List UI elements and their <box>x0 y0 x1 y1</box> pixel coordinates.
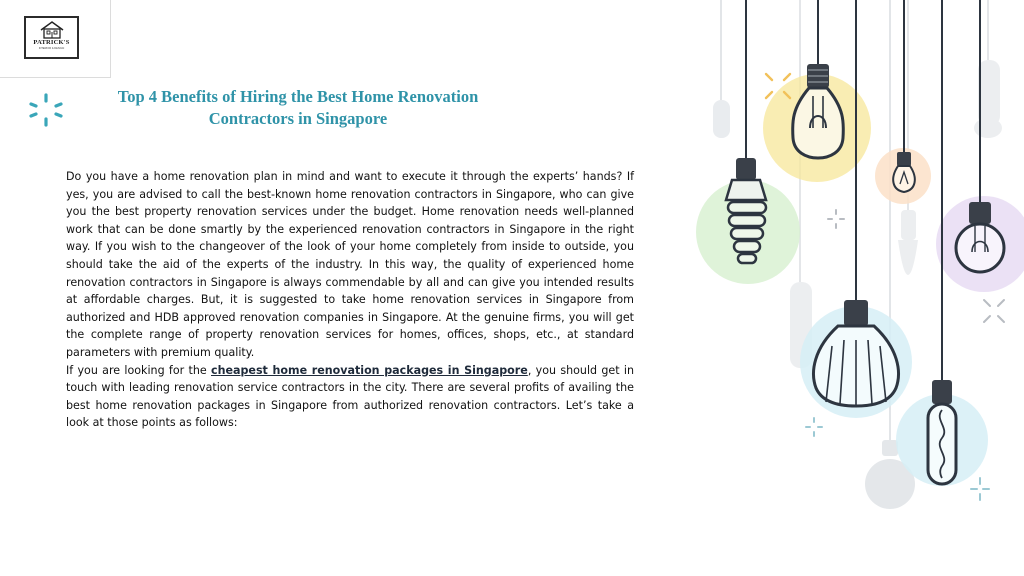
logo-tagline: INTERIOR & DESIGN <box>38 46 65 50</box>
purple-bulb-icon <box>936 0 1024 292</box>
logo-name: PATRICK'S <box>33 39 70 46</box>
blue-bulb-icon <box>800 0 912 418</box>
paragraph-packages <box>66 362 634 432</box>
faint-bulb-top-right-icon <box>974 0 1002 138</box>
light-bulbs-illustration <box>696 0 1024 576</box>
paragraph-packages-start: If you are looking for the <box>66 363 211 377</box>
page-title: Top 4 Benefits of Hiring the Best Home Renovation Contractors in Singapore <box>117 87 479 128</box>
paragraph-packages-end: , you should get in touch with leading renovation service contractors in the city. There are several profits of availing the best home renovation packages in Singapore from authorized renovation contractors. Let’s take a look at those points as follows: <box>66 363 634 430</box>
faint-bulb-left-icon <box>713 0 730 138</box>
faint-bulb-mid-icon <box>898 0 918 275</box>
orange-bulb-icon <box>875 0 931 204</box>
paragraph-intro: Do you have a home renovation plan in mind and want to execute it through the experts’ hands? If yes, you are advised to call the best-known home renovation contractors in Singapore, who can give you the best property renovation services under the budget. Home renovation needs well-planned work that can be done smartly by the experienced renovation contractors in Singapore in the right way. If you wish to the changeover of the look of your home completely from inside to outside, you should take the aid of the experts of the industry. In this way, the quality of experienced home renovation contractors in Singapore is always commendable by all and can give you intended results at affordable charges. But, it is suggested to take home renovation services in Singapore from authorized and HDB approved renovation companies in Singapore. At the genuine firms, you will get the complete range of property renovation services for homes, offices, shops, etc., at standard parameters with premium quality. <box>66 170 634 359</box>
cheapest-packages-link[interactable]: cheapest home renovation packages in Singapore <box>211 363 528 377</box>
sparkle-icon <box>28 92 64 128</box>
house-icon <box>39 21 65 39</box>
article-body <box>66 168 634 432</box>
faint-bulb-left-low-icon <box>790 0 812 368</box>
logo-container <box>0 0 111 78</box>
logo[interactable] <box>24 16 79 59</box>
yellow-bulb-icon <box>763 0 871 182</box>
